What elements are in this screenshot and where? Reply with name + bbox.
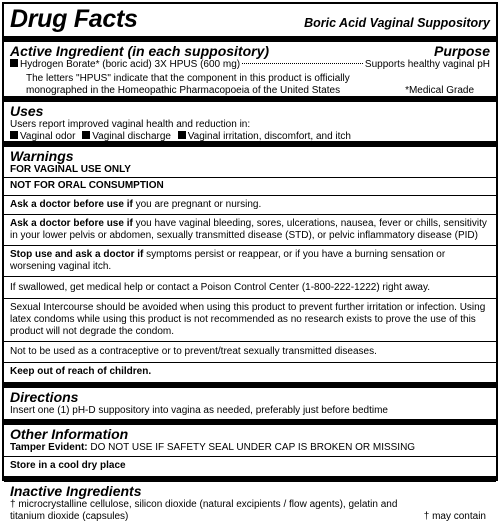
warning-lead: Ask a doctor before use if xyxy=(10,218,133,229)
uses-item: Vaginal odor xyxy=(20,131,76,142)
contraceptive-warning: Not to be used as a contraceptive or to prevent/treat sexually transmitted diseases. xyxy=(10,346,377,357)
not-oral-warning: NOT FOR ORAL CONSUMPTION xyxy=(10,180,164,191)
bullet-square-icon xyxy=(10,59,18,67)
warning-text: you have vaginal bleeding, sores, ulcerations, nausea, fever or chills, sensitivity in your lower pelvis or abdomen, sexually transmitted disease (STD), or pelvic inflammatory disease (PID) xyxy=(10,218,487,241)
medical-grade-note: *Medical Grade xyxy=(405,85,474,96)
drug-facts-panel xyxy=(2,2,498,522)
active-ingredient-heading: Active Ingredient (in each suppository) xyxy=(10,43,270,59)
inactive-heading: Inactive Ingredients xyxy=(10,483,142,499)
warning-text: you are pregnant or nursing. xyxy=(132,199,262,210)
ask-doctor-conditions xyxy=(4,215,496,245)
purpose-heading: Purpose xyxy=(433,43,490,59)
ingredient-purpose: Supports healthy vaginal pH xyxy=(364,59,490,70)
bullet-square-icon xyxy=(82,131,90,139)
directions-text: Insert one (1) pH-D suppository into vagina as needed, preferably just before bedtime xyxy=(10,405,388,416)
ask-doctor-pregnant xyxy=(4,196,496,214)
warning-lead: Ask a doctor before use if xyxy=(10,199,133,210)
uses-item: Vaginal irritation, discomfort, and itch xyxy=(187,131,351,142)
directions-heading: Directions xyxy=(10,389,79,405)
uses-heading: Uses xyxy=(10,103,44,119)
active-ingredient-section xyxy=(4,42,496,96)
intercourse-warning: Sexual Intercourse should be avoided when using this product to prevent further irritation or infection. Using latex condoms while using this product is not recommended as no research exists to prove the use of this product will not degrade the condom. xyxy=(10,302,486,337)
hpus-note-line: monographed in the Homeopathic Pharmacopoeia of the United States xyxy=(26,85,341,96)
warning-text: symptoms persist or reappear, or if you have a burning sensation or worsening vaginal itch. xyxy=(10,249,446,272)
warning-lead: Stop use and ask a doctor if xyxy=(10,249,144,260)
uses-intro: Users report improved vaginal health and reduction in: xyxy=(10,119,251,130)
header xyxy=(4,4,496,36)
inactive-line: titanium dioxide (capsules) xyxy=(10,511,129,522)
may-contain-note: † may contain xyxy=(423,511,486,522)
tamper-evident xyxy=(10,442,490,454)
tamper-text: DO NOT USE IF SAFETY SEAL UNDER CAP IS BROKEN OR MISSING xyxy=(87,442,416,453)
stop-use-warning xyxy=(4,246,496,276)
ingredient-row xyxy=(10,59,490,71)
bullet-square-icon xyxy=(10,131,18,139)
other-info-heading: Other Information xyxy=(10,426,129,442)
storage-info: Store in a cool dry place xyxy=(10,460,126,471)
uses-section xyxy=(4,102,496,141)
swallowed-warning: If swallowed, get medical help or contact a Poison Control Center (1-800-222-1222) right away. xyxy=(10,282,431,293)
hpus-note xyxy=(10,73,490,97)
other-info-section xyxy=(4,425,496,456)
warnings-heading: Warnings xyxy=(10,148,74,164)
vaginal-use-only: FOR VAGINAL USE ONLY xyxy=(10,164,131,175)
inactive-section xyxy=(4,482,496,523)
dot-leader xyxy=(242,63,363,64)
keep-out-of-reach: Keep out of reach of children. xyxy=(10,366,152,377)
uses-item: Vaginal discharge xyxy=(92,131,171,142)
bullet-square-icon xyxy=(178,131,186,139)
ingredient-name: Hydrogen Borate* (boric acid) 3X HPUS (600 mg) xyxy=(20,59,241,70)
hpus-note-line: The letters "HPUS" indicate that the component in this product is officially xyxy=(26,73,350,84)
drug-facts-title: Drug Facts xyxy=(10,5,138,33)
inactive-line: † microcrystalline cellulose, silicon dioxide (natural excipients / flow agents), gelatin and xyxy=(10,499,398,510)
warnings-header xyxy=(4,147,496,177)
product-name: Boric Acid Vaginal Suppository xyxy=(304,16,490,30)
tamper-lead: Tamper Evident: xyxy=(10,442,88,453)
directions-section xyxy=(4,388,496,419)
